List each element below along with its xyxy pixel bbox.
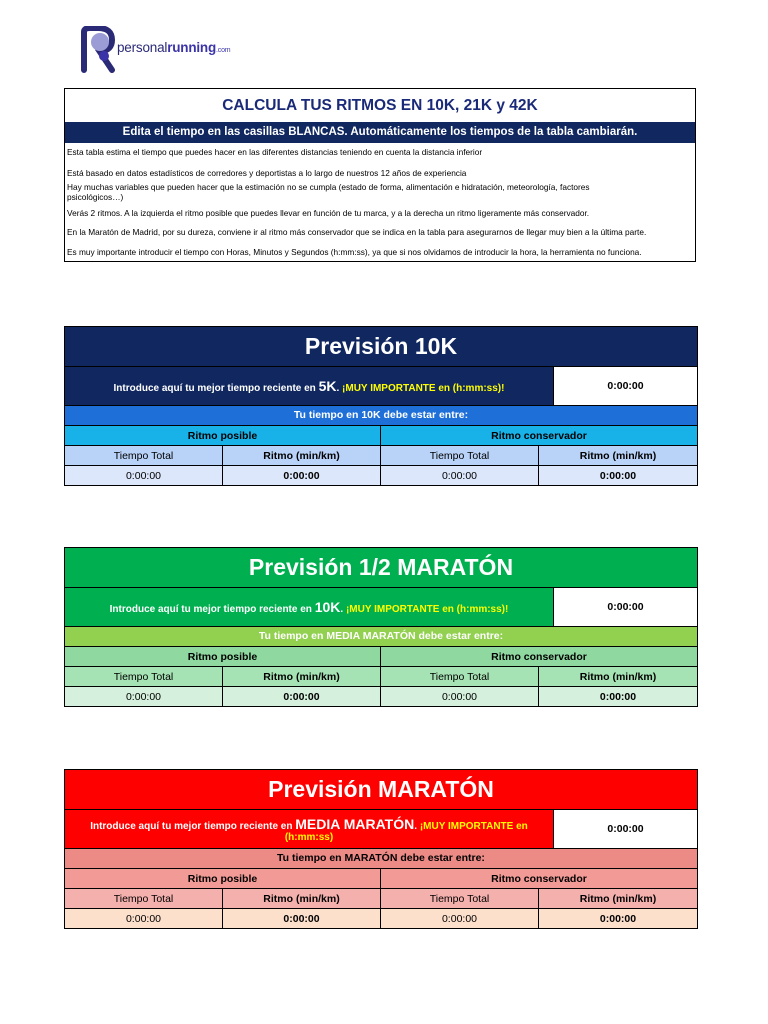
pace-conservador: 0:00:00 (599, 469, 637, 482)
range-label: Tu tiempo en MARATÓN debe estar entre: (65, 849, 697, 869)
ritmo-header: Ritmo (min/km) (223, 889, 381, 908)
ritmo-header: Ritmo (min/km) (579, 670, 657, 683)
section-10k (64, 326, 698, 486)
intro-line: Verás 2 ritmos. A la izquierda el ritmo posible que puedes llevar en función de tu marca, y a la derecha un ritmo ligeramente más conservador. (67, 208, 590, 218)
tiempo-total-header: Tiempo Total (65, 667, 223, 686)
tiempo-total-header: Tiempo Total (65, 889, 223, 908)
logo-mark-icon (74, 26, 118, 74)
ritmo-posible-header: Ritmo posible (65, 426, 381, 445)
section-marathon (64, 769, 698, 929)
intro-line: psicológicos…) (67, 192, 124, 202)
ritmo-posible-header: Ritmo posible (65, 869, 381, 888)
total-time-conservador: 0:00:00 (381, 909, 539, 928)
ritmo-header: Ritmo (min/km) (223, 667, 381, 686)
intro-title: CALCULA TUS RITMOS EN 10K, 21K y 42K (222, 97, 538, 114)
section-title: Previsión 1/2 MARATÓN (65, 548, 697, 588)
total-time-conservador: 0:00:00 (381, 687, 539, 706)
time-input-cell[interactable]: 0:00:00 (553, 367, 697, 405)
intro-line: Está basado en datos estadísticos de corredores y deportistas a lo largo de nuestros 12 años de experiencia (67, 168, 467, 178)
input-prompt: Introduce aquí tu mejor tiempo reciente en 5K. ¡MUY IMPORTANTE en (h:mm:ss)! (113, 378, 505, 394)
result-row (65, 466, 697, 485)
intro-line: Hay muchas variables que pueden hacer que la estimación no se cumpla (estado de forma, alimentación e hidratación, meteorología, factores (67, 182, 590, 192)
section-title: Previsión MARATÓN (65, 770, 697, 810)
intro-line: Es muy importante introducir el tiempo con Horas, Minutos y Segundos (h:mm:ss), ya que si nos olvidamos de introducir la hora, la herramienta no funciona. (67, 247, 642, 257)
column-header-row (65, 446, 697, 466)
pace-group-row (65, 647, 697, 667)
intro-line: Esta tabla estima el tiempo que puedes hacer en las diferentes distancias teniendo en cuenta la distancia inferior (67, 147, 483, 157)
range-label: Tu tiempo en 10K debe estar entre: (65, 406, 697, 426)
ritmo-header: Ritmo (min/km) (223, 446, 381, 465)
ritmo-header: Ritmo (min/km) (579, 449, 657, 462)
pace-posible: 0:00:00 (223, 466, 381, 485)
result-row (65, 909, 697, 928)
ritmo-conservador-header: Ritmo conservador (491, 650, 587, 663)
pace-conservador: 0:00:00 (599, 690, 637, 703)
input-row (65, 588, 697, 627)
intro-line: En la Maratón de Madrid, por su dureza, conviene ir al ritmo más conservador que se indica en la tabla para asegurarnos de llegar muy bien a la última parte. (67, 227, 647, 237)
pace-conservador: 0:00:00 (599, 912, 637, 925)
pace-group-row (65, 426, 697, 446)
tiempo-total-header: Tiempo Total (381, 667, 539, 686)
ritmo-posible-header: Ritmo posible (65, 647, 381, 666)
time-input-cell[interactable]: 0:00:00 (553, 588, 697, 626)
tiempo-total-header: Tiempo Total (381, 446, 539, 465)
input-prompt: Introduce aquí tu mejor tiempo reciente en 10K. ¡MUY IMPORTANTE en (h:mm:ss)! (109, 599, 509, 615)
ritmo-conservador-header: Ritmo conservador (491, 872, 587, 885)
result-row (65, 687, 697, 706)
total-time-posible: 0:00:00 (65, 466, 223, 485)
ritmo-conservador-header: Ritmo conservador (491, 429, 587, 442)
pace-group-row (65, 869, 697, 889)
pace-posible: 0:00:00 (223, 909, 381, 928)
input-row (65, 810, 697, 849)
ritmo-header: Ritmo (min/km) (579, 892, 657, 905)
input-row (65, 367, 697, 406)
logo-wordmark: personalrunning.com (117, 40, 231, 55)
column-header-row (65, 667, 697, 687)
intro-banner: Edita el tiempo en las casillas BLANCAS. Automáticamente los tiempos de la tabla cambiarán. (65, 122, 695, 143)
section-half-marathon (64, 547, 698, 707)
total-time-conservador: 0:00:00 (381, 466, 539, 485)
range-label: Tu tiempo en MEDIA MARATÓN debe estar entre: (65, 627, 697, 647)
section-title: Previsión 10K (65, 327, 697, 367)
time-input-cell[interactable]: 0:00:00 (553, 810, 697, 848)
total-time-posible: 0:00:00 (65, 687, 223, 706)
column-header-row (65, 889, 697, 909)
input-prompt: Introduce aquí tu mejor tiempo reciente en MEDIA MARATÓN. ¡MUY IMPORTANTE en (h:mm:ss) (90, 815, 528, 843)
total-time-posible: 0:00:00 (65, 909, 223, 928)
intro-panel (64, 88, 696, 262)
pace-posible: 0:00:00 (223, 687, 381, 706)
tiempo-total-header: Tiempo Total (381, 889, 539, 908)
tiempo-total-header: Tiempo Total (65, 446, 223, 465)
